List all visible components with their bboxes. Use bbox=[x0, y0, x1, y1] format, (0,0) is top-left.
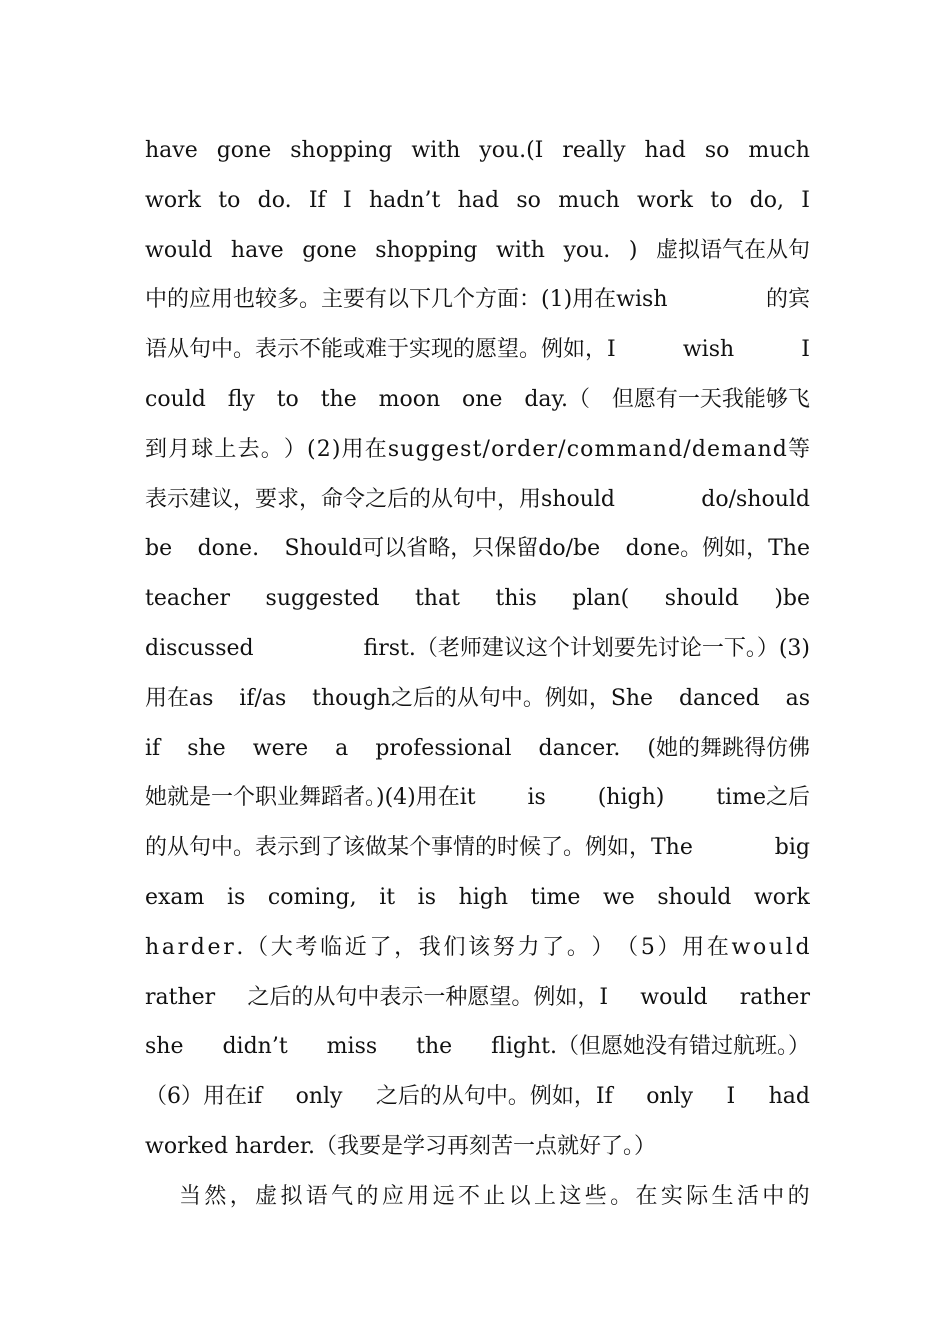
text-line-7: 到 月 球 上 去 。 ） ( 2 ) 用 在 s u g g e s t / o r d e r / c o m m a n d / d e m a n d 等 bbox=[145, 436, 810, 462]
text-line-14: 她就是一个职业舞蹈者。)(4)用在it is (high) time之后 bbox=[145, 785, 810, 811]
text-line-12: 用在as if/as though之后的从句中。例如，She danced as bbox=[145, 685, 810, 711]
text-line-4: 中的应用也较多。主要有以下几个方面：(1)用在wish 的宾 bbox=[145, 287, 810, 313]
text-line-1: have gone shopping with you.(I really had so much bbox=[145, 138, 810, 163]
text-line-18: rather 之后的从句中表示一种愿望。例如，I would rather bbox=[145, 984, 810, 1010]
text-line-9: be done. Should可以省略，只保留do/be done。例如，The bbox=[145, 536, 810, 562]
text-line-20: （6）用在if only 之后的从句中。例如，If only I had bbox=[145, 1084, 810, 1110]
text-line-11: discussed first.（老师建议这个计划要先讨论一下。）(3) bbox=[145, 635, 810, 661]
text-line-17: h a r d e r . （ 大 考 临 近 了 ， 我 们 该 努 力 了 。 ） （ 5 ） 用 在 w o u l d bbox=[145, 934, 810, 960]
text-line-21: worked harder.（我要是学习再刻苦一点就好了。） bbox=[145, 1133, 657, 1159]
text-line-13: if she were a professional dancer. (她的舞跳得仿佛 bbox=[145, 735, 810, 761]
text-line-2: work to do. If I hadn’t had so much work to do, I bbox=[145, 187, 810, 213]
text-line-22: 当 然 ， 虚 拟 语 气 的 应 用 远 不 止 以 上 这 些 。 在 实 际 生 活 中 的 bbox=[179, 1183, 810, 1209]
text-line-15: 的从句中。表示到了该做某个事情的时候了。例如，The big bbox=[145, 835, 810, 861]
text-line-6: could fly to the moon one day.（ 但愿有一天我能够飞 bbox=[145, 386, 810, 412]
text-line-10: teacher suggested that this plan( should )be bbox=[145, 586, 810, 612]
text-line-16: exam is coming, it is high time we should work bbox=[145, 884, 810, 910]
text-line-19: she didn’t miss the flight.（但愿她没有错过航班。） bbox=[145, 1034, 810, 1060]
text-line-3: would have gone shopping with you. ) 虚拟语气在从句 bbox=[145, 237, 810, 263]
body-text bbox=[145, 126, 810, 1222]
text-line-5: 语从句中。表示不能或难于实现的愿望。例如，I wish I bbox=[145, 337, 810, 363]
text-line-8: 表示建议，要求，命令之后的从句中，用should do/should bbox=[145, 486, 810, 512]
